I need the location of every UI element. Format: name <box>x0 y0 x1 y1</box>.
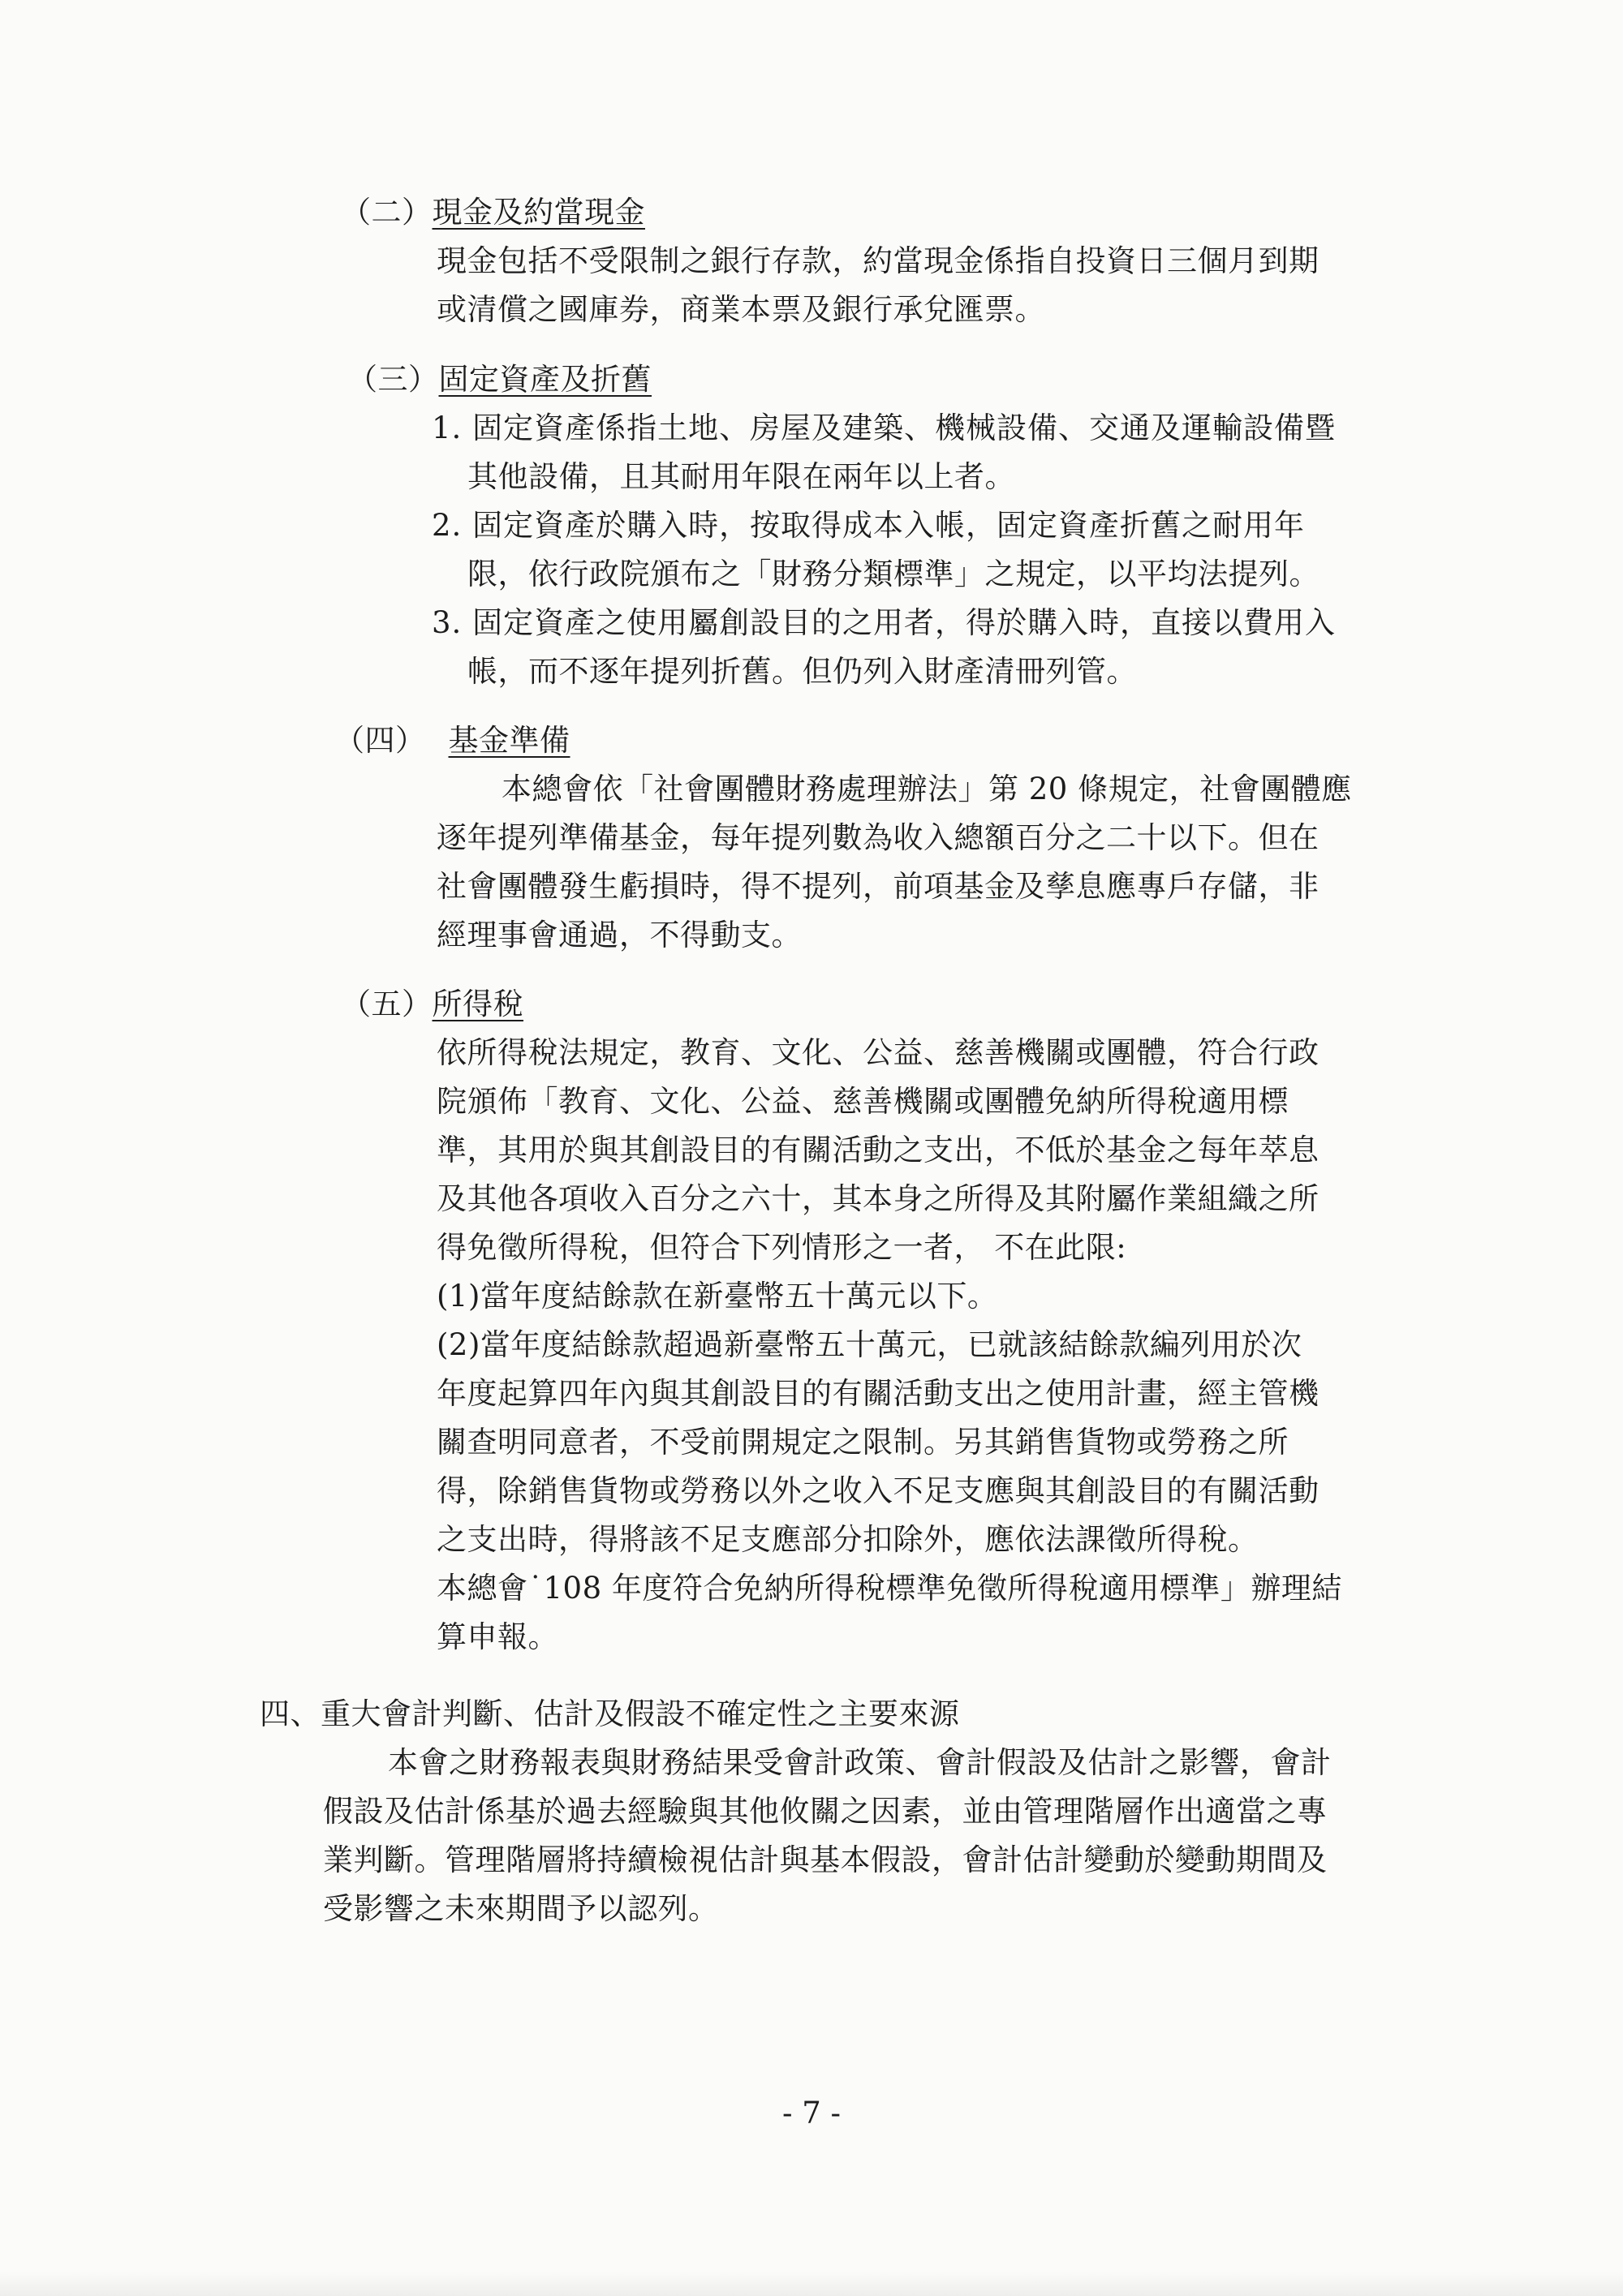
section-fund-reserve-heading <box>334 720 570 761</box>
section-judgments-heading: 四、重大會計判斷、估計及假設不確定性之主要來源 <box>260 1696 960 1731</box>
list-item: 2. 固定資產於購入時，按取得成本入帳，固定資產折舊之耐用年 <box>432 508 1306 543</box>
paragraph-line: (1)當年度結餘款在新臺幣五十萬元以下。 <box>437 1279 998 1314</box>
paragraph-line: 受影響之未來期間予以認列。 <box>323 1891 719 1926</box>
section-cash-heading <box>341 192 645 233</box>
section-title: 所得稅 <box>432 987 523 1021</box>
paragraph-line: 逐年提列準備基金，每年提列數為收入總額百分之二十以下。但在 <box>437 820 1319 855</box>
paragraph-line: (2)當年度結餘款超過新臺幣五十萬元，已就該結餘款編列用於次 <box>437 1327 1302 1362</box>
paragraph-line: 依所得稅法規定，教育、文化、公益、慈善機關或團體，符合行政 <box>437 1035 1319 1070</box>
paragraph-line: 院頒佈「教育、文化、公益、慈善機關或團體免納所得稅適用標 <box>437 1084 1289 1119</box>
paragraph-line: 經理事會通過，不得動支。 <box>437 918 802 952</box>
list-item: 3. 固定資產之使用屬創設目的之用者，得於購入時，直接以費用入 <box>432 605 1337 640</box>
paragraph-line: 本總會˙108 年度符合免納所得稅標準免徵所得稅適用標準」辦理結 <box>437 1571 1342 1606</box>
paragraph-line: 及其他各項收入百分之六十，其本身之所得及其附屬作業組織之所 <box>437 1181 1319 1216</box>
paragraph-line: 假設及估計係基於過去經驗與其他攸關之因素，並由管理階層作出適當之專 <box>323 1794 1328 1829</box>
list-item-continuation: 限，依行政院頒布之「財務分類標準」之規定，以平均法提列。 <box>467 557 1319 591</box>
paragraph-line: 之支出時，得將該不足支應部分扣除外，應依法課徵所得稅。 <box>437 1522 1259 1557</box>
paragraph-line: 本會之財務報表與財務結果受會計政策、會計假設及估計之影響，會計 <box>388 1745 1332 1780</box>
paragraph-line: 算申報。 <box>437 1619 558 1654</box>
paragraph-line: 年度起算四年內與其創設目的有關活動支出之使用計畫，經主管機 <box>437 1376 1319 1411</box>
list-item-continuation: 帳，而不逐年提列折舊。但仍列入財產清冊列管。 <box>467 654 1137 689</box>
paragraph-line: 業判斷。管理階層將持續檢視估計與基本假設，會計估計變動於變動期間及 <box>323 1842 1328 1877</box>
paragraph-line: 關查明同意者，不受前開規定之限制。另其銷售貨物或勞務之所 <box>437 1425 1289 1460</box>
section-income-tax-heading <box>341 984 523 1025</box>
section-number: （三） <box>347 362 439 397</box>
scan-edge <box>0 2272 1623 2296</box>
paragraph-line: 準，其用於與其創設目的有關活動之支出，不低於基金之每年萃息 <box>437 1133 1319 1167</box>
paragraph-line: 本總會依「社會團體財務處理辦法」第 20 條規定，社會團體應 <box>502 772 1352 806</box>
section-number: （五） <box>341 987 433 1021</box>
page-number: - 7 - <box>781 2096 842 2130</box>
paragraph-line: 或清償之國庫券，商業本票及銀行承兌匯票。 <box>437 292 1045 327</box>
section-number: （四） <box>334 723 426 758</box>
paragraph-line: 得，除銷售貨物或勞務以外之收入不足支應與其創設目的有關活動 <box>437 1473 1319 1508</box>
section-title: 固定資產及折舊 <box>438 362 652 397</box>
list-item: 1. 固定資產係指土地、房屋及建築、機械設備、交通及運輸設備暨 <box>432 411 1337 445</box>
list-item-continuation: 其他設備，且其耐用年限在兩年以上者。 <box>467 459 1015 494</box>
section-number: （二） <box>341 195 433 230</box>
paragraph-line: 現金包括不受限制之銀行存款，約當現金係指自投資日三個月到期 <box>437 243 1319 278</box>
section-title: 基金準備 <box>448 723 570 758</box>
section-title: 現金及約當現金 <box>432 195 645 230</box>
paragraph-line: 社會團體發生虧損時，得不提列，前項基金及孳息應專戶存儲，非 <box>437 869 1319 904</box>
paragraph-line: 得免徵所得稅，但符合下列情形之一者， 不在此限: <box>437 1230 1127 1265</box>
section-fixed-assets-heading <box>347 359 652 400</box>
